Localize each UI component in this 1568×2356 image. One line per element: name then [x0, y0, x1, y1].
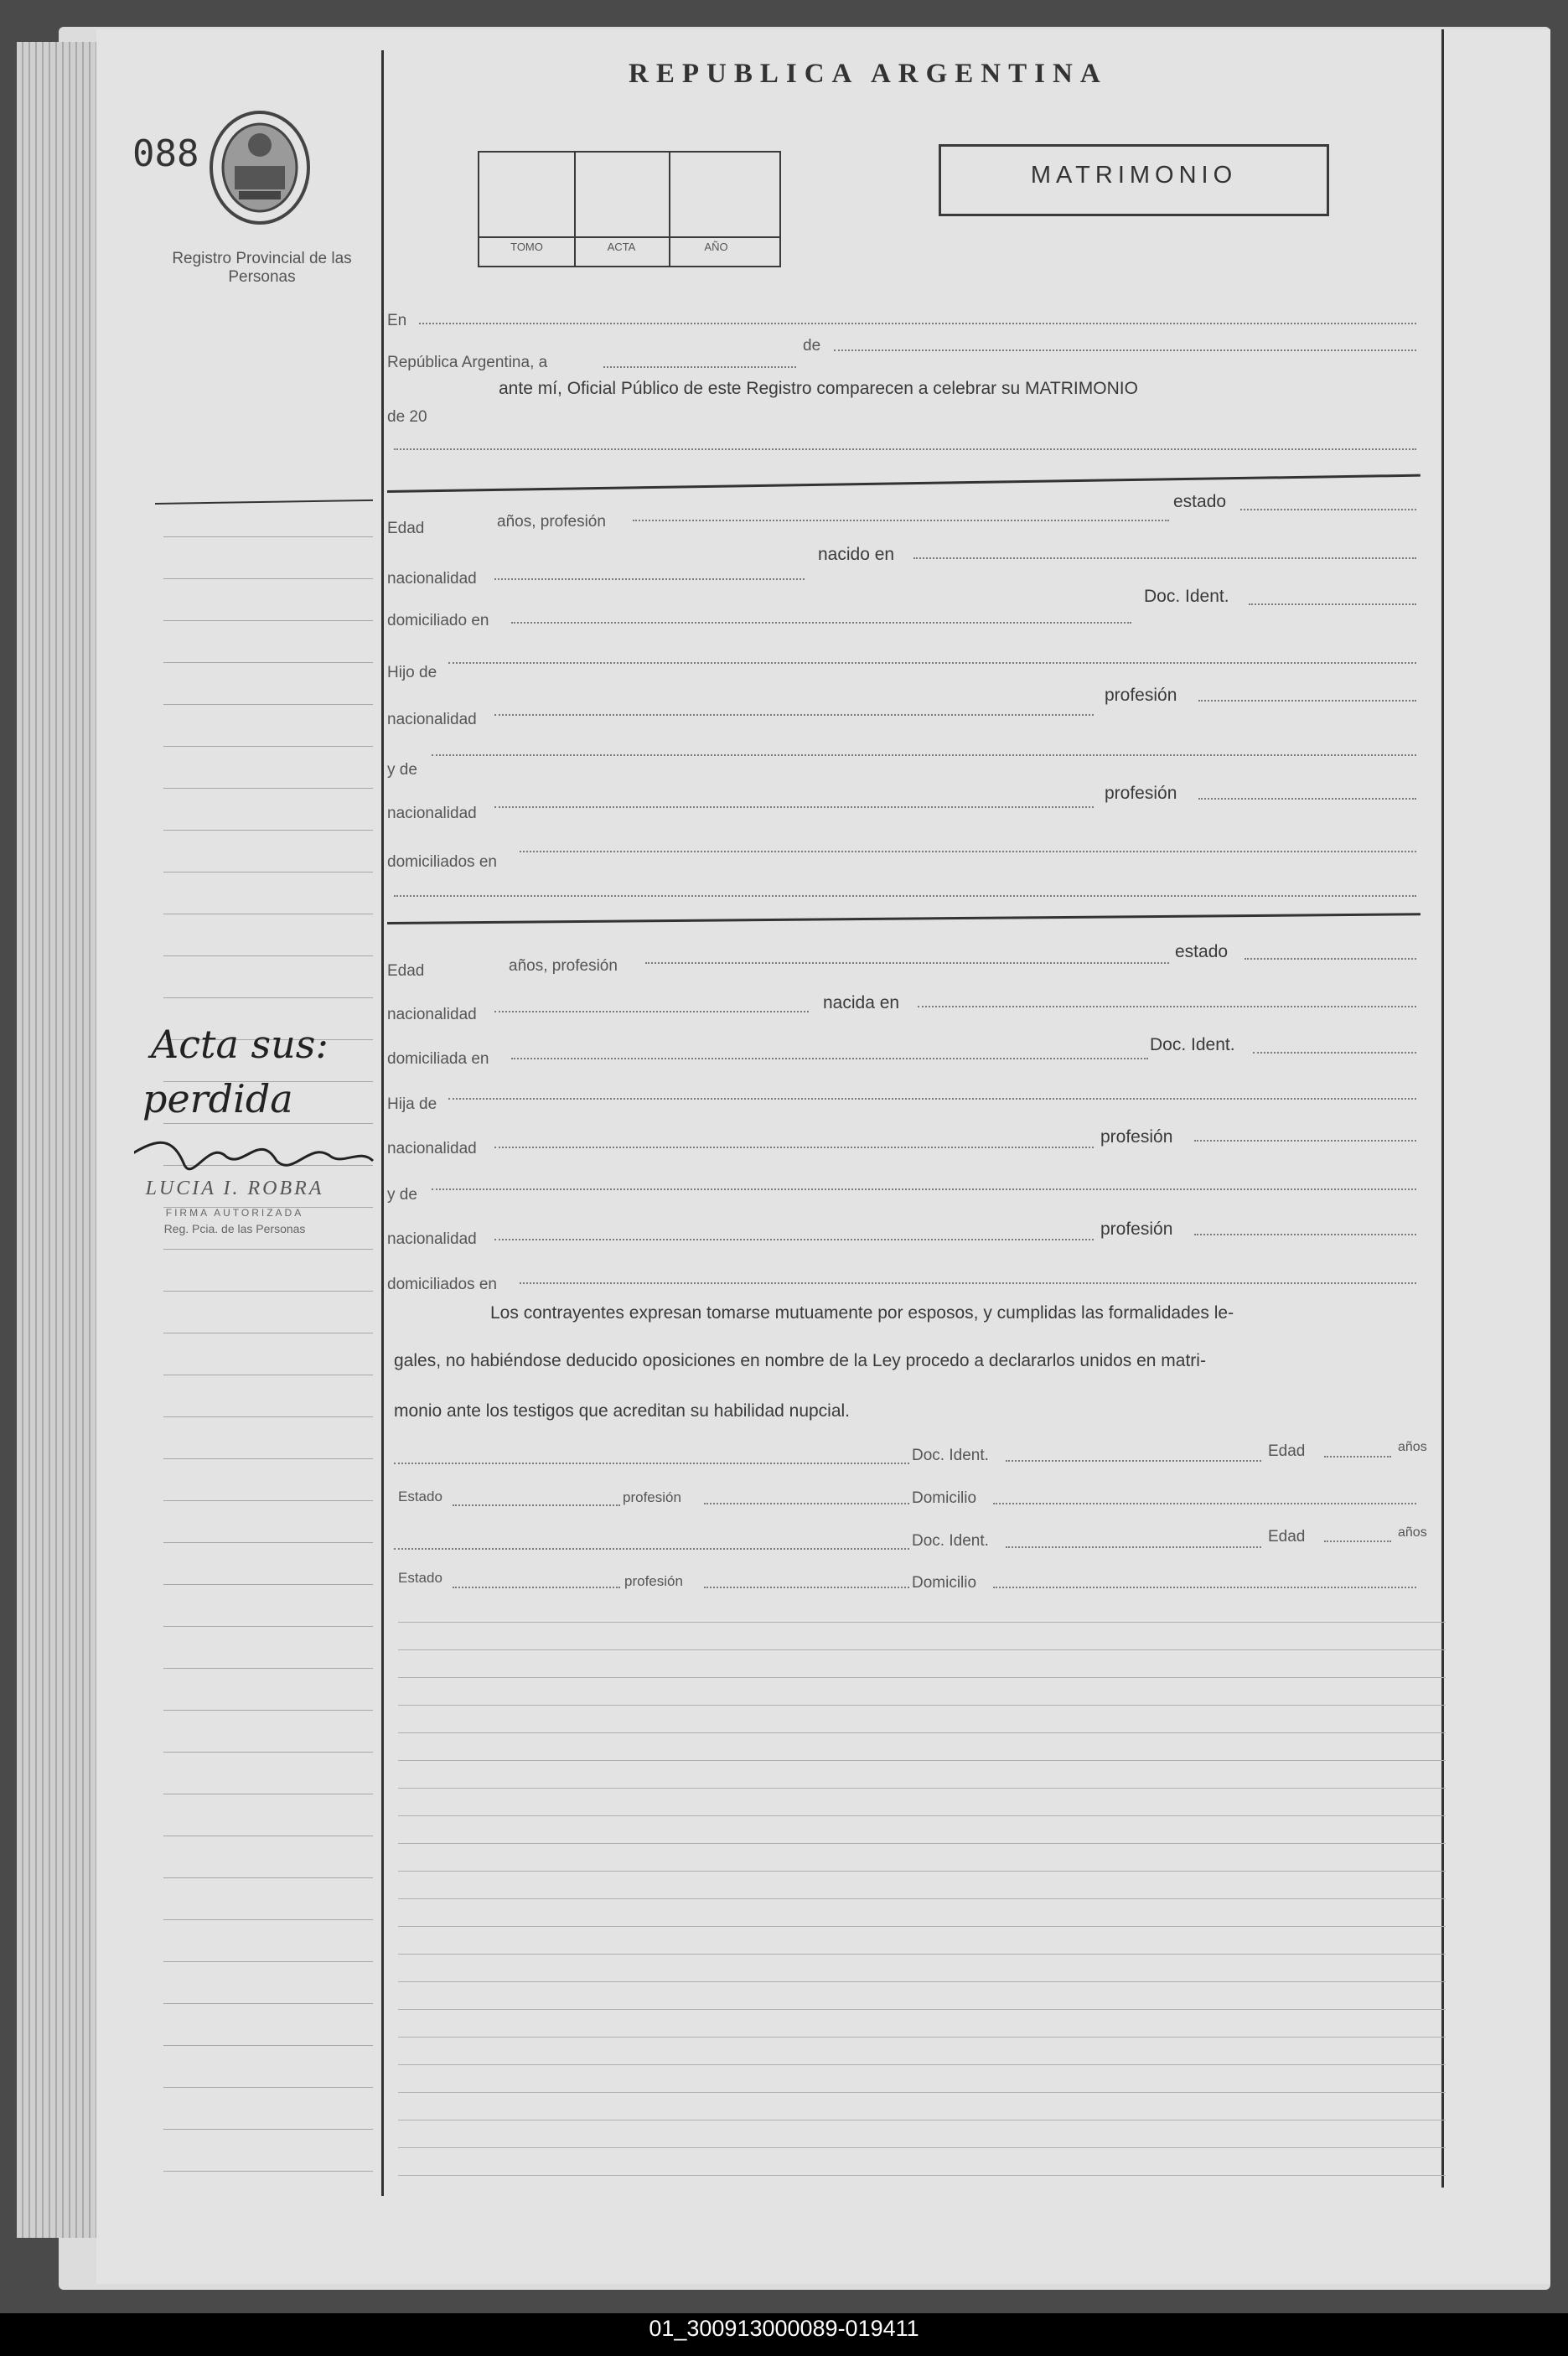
field-line	[993, 1587, 1416, 1588]
field-line	[448, 662, 1416, 664]
grid-label-tomo: TOMO	[510, 241, 543, 253]
margin-line	[163, 1752, 373, 1753]
signature-mark	[134, 1142, 373, 1173]
notes-line	[398, 1788, 1446, 1789]
field-line	[394, 448, 1416, 450]
field-line	[419, 323, 1416, 324]
notes-line	[398, 1732, 1446, 1733]
bride-estado: estado	[1175, 942, 1229, 961]
notes-line	[398, 1705, 1446, 1706]
field-line	[1245, 958, 1416, 960]
stamp-name: LUCIA I. ROBRA	[145, 1178, 324, 1199]
witness1-doc-ident: Doc. Ident.	[912, 1447, 989, 1464]
field-line	[511, 622, 1131, 624]
bride-y-de: y de	[387, 1186, 417, 1204]
margin-line	[163, 1249, 373, 1250]
notes-line	[398, 1843, 1446, 1844]
notes-line	[398, 1622, 1446, 1623]
field-line	[494, 806, 1094, 808]
field-line	[394, 1548, 909, 1550]
witness1-domicilio: Domicilio	[912, 1489, 977, 1507]
groom-domiciliado-en: domiciliado en	[387, 612, 489, 629]
bride-nacionalidad: nacionalidad	[387, 1006, 477, 1023]
field-line	[1324, 1456, 1391, 1458]
field-line	[494, 1147, 1094, 1148]
groom-hijo-de: Hijo de	[387, 664, 437, 681]
field-line	[633, 520, 1169, 521]
bride-domiciliada-en: domiciliada en	[387, 1050, 489, 1068]
bride-domiciliados-en: domiciliados en	[387, 1276, 497, 1293]
field-line	[913, 557, 1416, 559]
witness2-doc-ident: Doc. Ident.	[912, 1532, 989, 1550]
margin-line	[163, 662, 373, 663]
grid-divider	[479, 236, 779, 238]
notes-line	[398, 2037, 1446, 2038]
groom-edad: Edad	[387, 520, 425, 537]
opening-de-20: de 20	[387, 408, 427, 426]
margin-line	[163, 1291, 373, 1292]
field-line	[834, 350, 1416, 351]
field-line	[494, 578, 805, 580]
page-title: REPUBLICA ARGENTINA	[629, 59, 1108, 89]
notes-line	[398, 1677, 1446, 1678]
field-line	[918, 1006, 1416, 1007]
right-border	[1441, 29, 1444, 2188]
margin-line	[163, 1542, 373, 1543]
grid-label-ano: AÑO	[704, 241, 728, 253]
margin-line	[163, 1416, 373, 1417]
handwritten-line-1: Acta sus:	[151, 1023, 329, 1067]
field-line	[494, 1011, 809, 1012]
bride-profesion2: profesión	[1100, 1219, 1173, 1239]
grid-label-acta: ACTA	[607, 241, 636, 253]
page-edges	[17, 42, 109, 2238]
witness2-anos: años	[1398, 1525, 1427, 1540]
margin-line	[163, 1877, 373, 1878]
bride-nacionalidad2: nacionalidad	[387, 1140, 477, 1157]
margin-line	[163, 2171, 373, 2172]
margin-line	[163, 1961, 373, 1962]
notes-line	[398, 2064, 1446, 2065]
margin-line	[163, 788, 373, 789]
groom-doc-ident: Doc. Ident.	[1144, 587, 1229, 606]
field-line	[494, 714, 1094, 716]
handwritten-line-2: perdida	[142, 1076, 293, 1121]
margin-line	[163, 578, 373, 579]
stamp-office: Reg. Pcia. de las Personas	[163, 1222, 306, 1235]
field-line	[1240, 509, 1416, 510]
notes-line	[398, 1760, 1446, 1761]
bride-anos-profesion: años, profesión	[509, 957, 618, 975]
margin-line	[163, 620, 373, 621]
margin-line	[163, 2087, 373, 2088]
notes-line	[398, 1898, 1446, 1899]
margin-line	[163, 1584, 373, 1585]
field-line	[1249, 603, 1416, 605]
field-line	[432, 754, 1416, 756]
field-line	[603, 366, 796, 368]
field-line	[704, 1503, 909, 1504]
act-type-label: MATRIMONIO	[1030, 162, 1238, 189]
image-caption: 01_300913000089-019411	[649, 2316, 919, 2341]
opening-statement: ante mí, Oficial Público de este Registro comparecen a celebrar su MATRIMONIO	[499, 379, 1138, 398]
witness2-profesion: profesión	[624, 1573, 683, 1589]
groom-nacionalidad: nacionalidad	[387, 570, 477, 588]
field-line	[448, 1098, 1416, 1100]
margin-line	[163, 1710, 373, 1711]
field-line	[1324, 1540, 1391, 1542]
groom-domiciliados-en: domiciliados en	[387, 853, 497, 871]
folio-number: 088	[132, 132, 199, 175]
notes-line	[398, 1815, 1446, 1816]
field-line	[1194, 1140, 1416, 1142]
field-line	[394, 1463, 909, 1464]
tomo-acta-ano-grid	[478, 151, 781, 267]
stamp-role: FIRMA AUTORIZADA	[165, 1207, 304, 1219]
notes-line	[398, 1871, 1446, 1872]
margin-line	[163, 997, 373, 998]
field-line	[1006, 1546, 1261, 1548]
margin-line	[163, 704, 373, 705]
margin-line	[163, 2003, 373, 2004]
margin-line	[163, 830, 373, 831]
opening-en: En	[387, 312, 407, 329]
notes-line	[398, 1649, 1446, 1650]
groom-profesion: profesión	[1105, 686, 1177, 705]
field-line	[1006, 1460, 1261, 1462]
bride-doc-ident: Doc. Ident.	[1150, 1035, 1235, 1054]
witness2-estado: Estado	[398, 1570, 442, 1586]
witness1-anos: años	[1398, 1440, 1427, 1454]
bride-nacionalidad3: nacionalidad	[387, 1230, 477, 1248]
groom-nacido-en: nacido en	[818, 545, 895, 564]
field-line	[453, 1587, 620, 1588]
notes-line	[398, 1981, 1446, 1982]
field-line	[394, 895, 1416, 897]
witness2-domicilio: Domicilio	[912, 1574, 977, 1592]
witness1-edad: Edad	[1268, 1442, 1306, 1460]
field-line	[645, 962, 1169, 964]
witness1-profesion: profesión	[623, 1489, 681, 1505]
witness1-estado: Estado	[398, 1489, 442, 1504]
margin-line	[163, 2045, 373, 2046]
notes-line	[398, 2092, 1446, 2093]
notes-line	[398, 1954, 1446, 1955]
notes-line	[398, 1926, 1446, 1927]
opening-republica: República Argentina, a	[387, 354, 548, 371]
field-line	[704, 1587, 909, 1588]
field-line	[1194, 1234, 1416, 1235]
groom-y-de: y de	[387, 761, 417, 779]
opening-de: de	[803, 337, 821, 355]
field-line	[1253, 1052, 1416, 1054]
field-line	[511, 1058, 1148, 1059]
field-line	[494, 1239, 1094, 1240]
notes-line	[398, 2147, 1446, 2148]
margin-line	[163, 1500, 373, 1501]
margin-line	[163, 955, 373, 956]
margin-line	[163, 746, 373, 747]
margin-line	[163, 1458, 373, 1459]
notes-line	[398, 2175, 1446, 2176]
field-line	[432, 1188, 1416, 1190]
margin-line	[163, 2129, 373, 2130]
groom-nacionalidad2: nacionalidad	[387, 711, 477, 728]
groom-nacionalidad3: nacionalidad	[387, 805, 477, 822]
groom-profesion2: profesión	[1105, 784, 1177, 803]
field-line	[1198, 700, 1416, 702]
witness2-edad: Edad	[1268, 1528, 1306, 1546]
bride-profesion: profesión	[1100, 1127, 1173, 1147]
margin-line	[163, 1919, 373, 1920]
field-line	[520, 851, 1416, 852]
declaration-line-3: monio ante los testigos que acreditan su habilidad nupcial.	[394, 1401, 851, 1421]
margin-line	[163, 1668, 373, 1669]
groom-estado: estado	[1173, 492, 1227, 511]
margin-line	[163, 1626, 373, 1627]
bride-edad: Edad	[387, 962, 425, 980]
field-line	[1198, 798, 1416, 800]
margin-line	[163, 536, 373, 537]
field-line	[453, 1504, 620, 1506]
registry-seal-icon	[205, 107, 314, 229]
field-line	[993, 1503, 1416, 1504]
bride-nacida-en: nacida en	[823, 993, 900, 1012]
field-line	[520, 1282, 1416, 1284]
groom-anos-profesion: años, profesión	[497, 513, 606, 531]
registry-name: Registro Provincial de las Personas	[172, 250, 352, 286]
declaration-line-2: gales, no habiéndose deducido oposiciones en nombre de la Ley procedo a declararlos unidos en matri-	[394, 1351, 1206, 1370]
declaration-line-1: Los contrayentes expresan tomarse mutuamente por esposos, y cumplidas las formalidades le-	[490, 1303, 1234, 1323]
bride-hija-de: Hija de	[387, 1095, 437, 1113]
notes-line	[398, 2009, 1446, 2010]
